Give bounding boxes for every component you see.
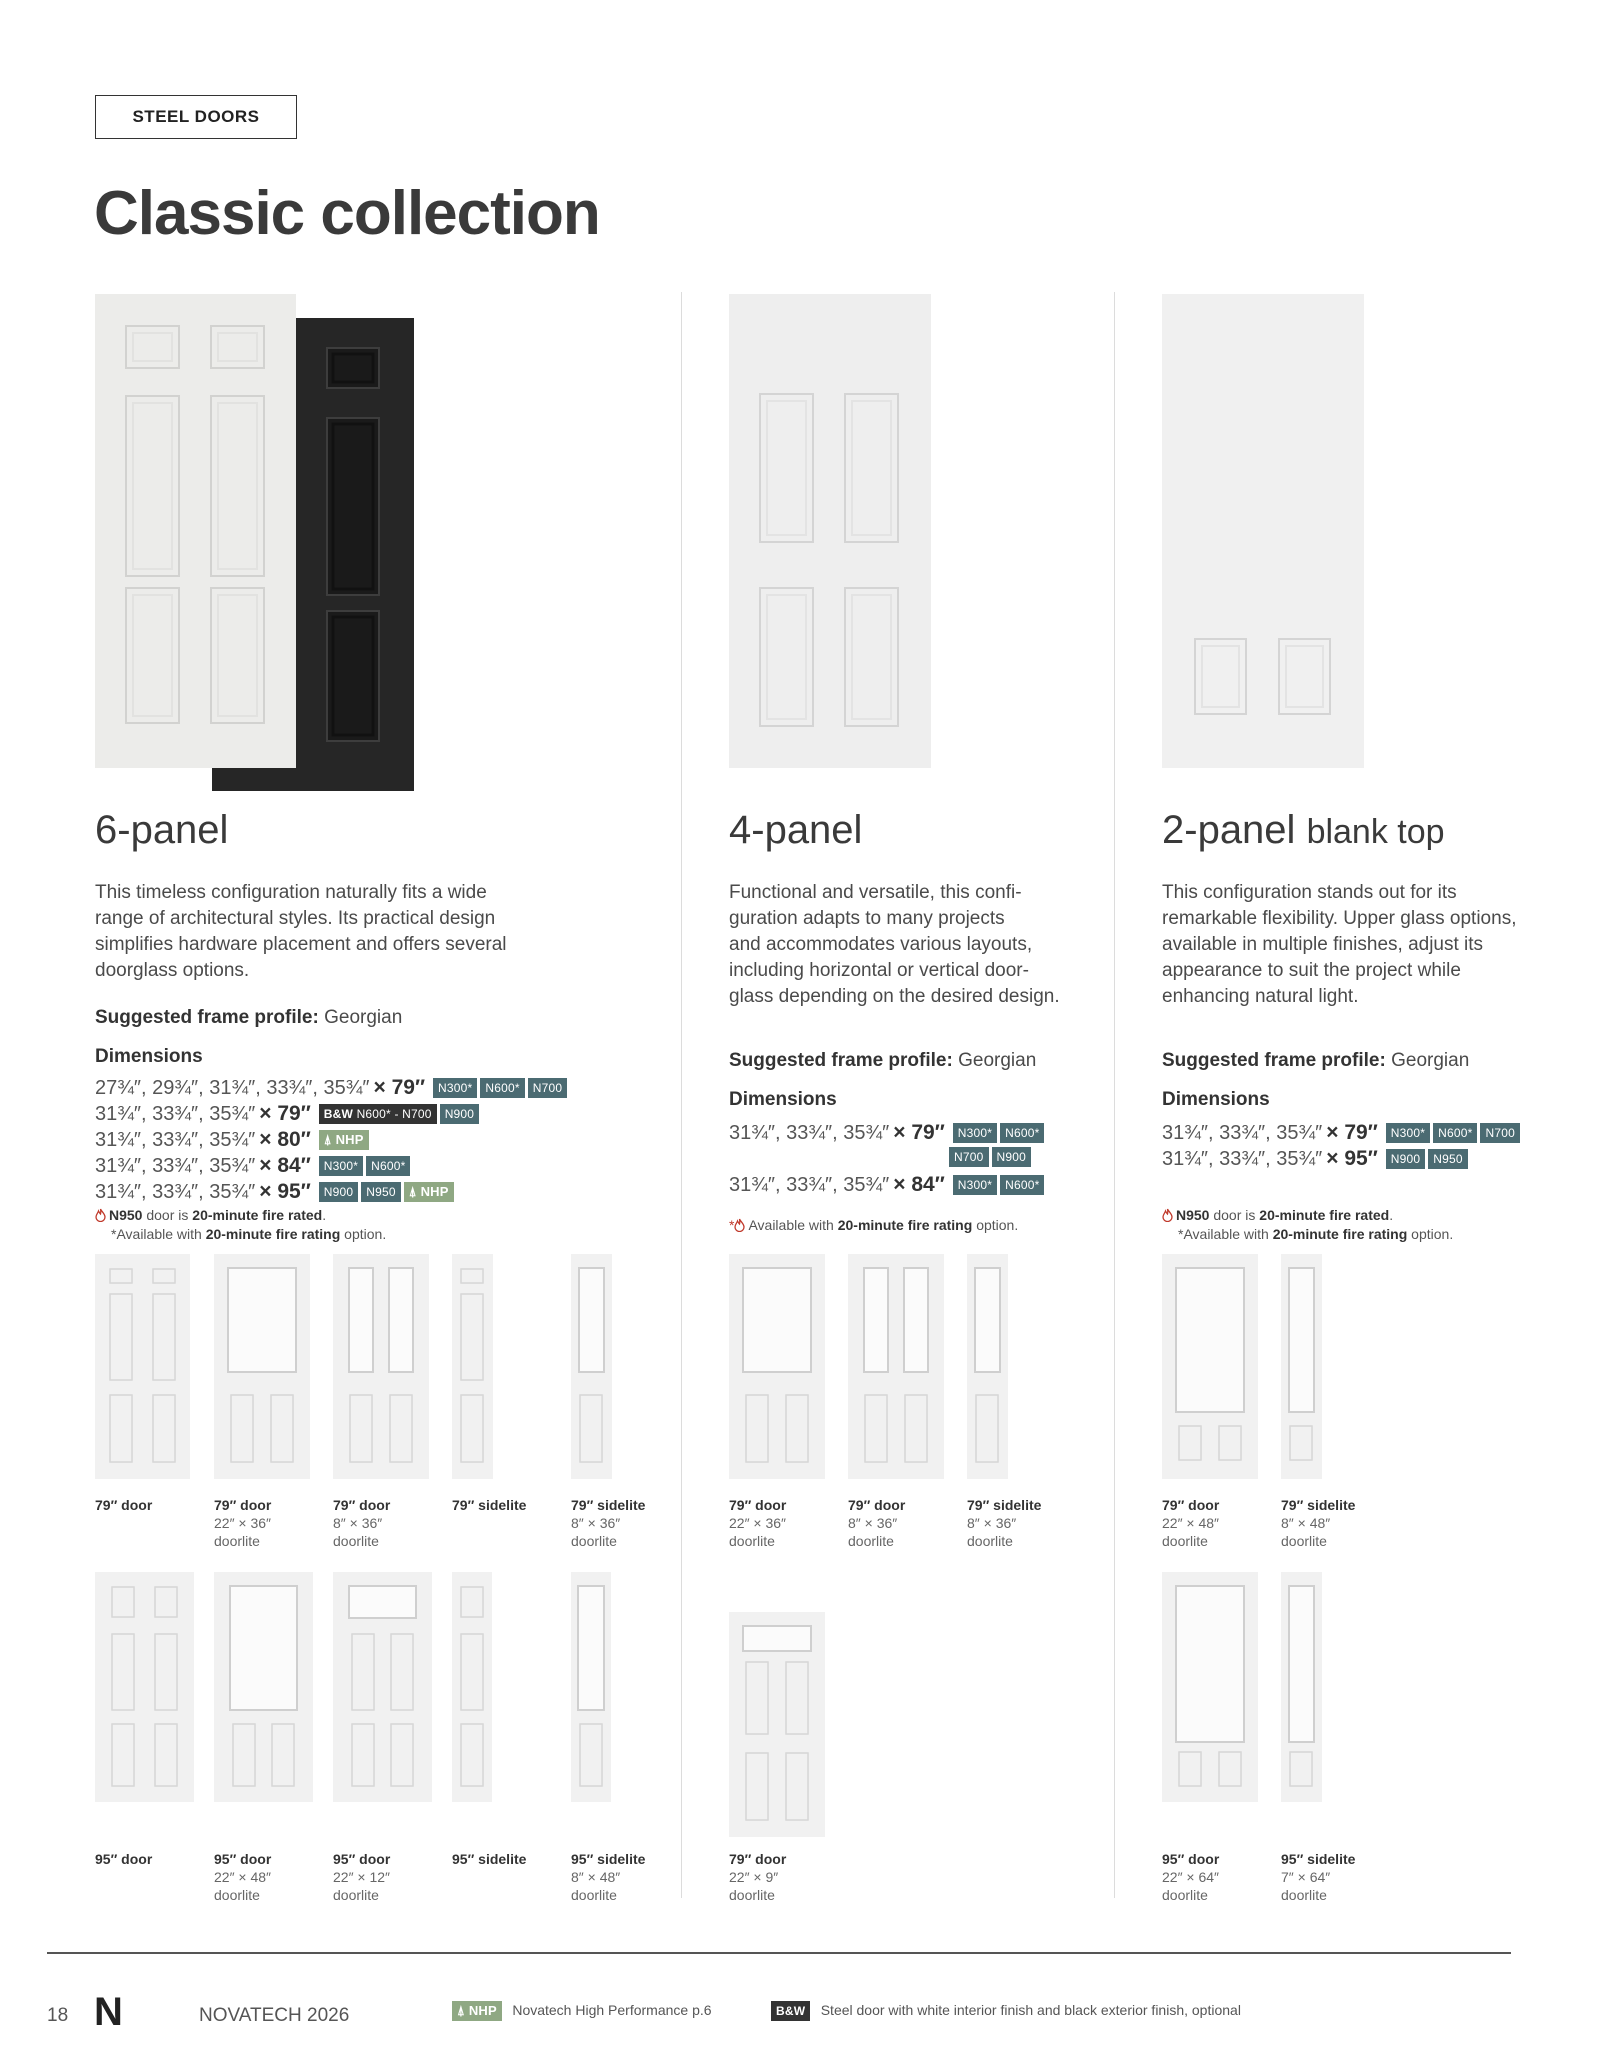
badge-n700: N700 bbox=[528, 1078, 568, 1098]
door-thumbnail bbox=[95, 1254, 190, 1479]
footer-rule bbox=[47, 1952, 1511, 1954]
badge-nhp: ⍋ NHP bbox=[452, 2001, 502, 2021]
fire-icon bbox=[95, 1208, 106, 1222]
door-thumbnail bbox=[1162, 1572, 1258, 1802]
legend-bw: B&W Steel door with white interior finish and black exterior finish, optional bbox=[771, 2001, 1241, 2021]
door-caption: 95″ door 22″ × 12″ doorlite bbox=[333, 1851, 391, 1903]
door-thumbnail bbox=[333, 1572, 432, 1802]
hero-door-white bbox=[95, 294, 296, 768]
sidelite-thumbnail bbox=[571, 1254, 612, 1479]
dimension-row: 31¾″, 33¾″, 35¾″ × 79″ N300* N600* N700 bbox=[1162, 1121, 1520, 1145]
frame-profile-2panel: Suggested frame profile: Georgian bbox=[1162, 1050, 1470, 1071]
badge-n600: N600* bbox=[1433, 1123, 1477, 1143]
dimension-row: 31¾″, 33¾″, 35¾″ × 80″ ⍋ NHP bbox=[95, 1128, 369, 1152]
model-title-2panel: 2-panel blank top bbox=[1162, 808, 1445, 852]
badge-n700: N700 bbox=[1480, 1123, 1520, 1143]
badge-n950: N950 bbox=[1428, 1149, 1468, 1169]
badge-n300: N300* bbox=[1386, 1123, 1430, 1143]
door-caption: 95″ door 22″ × 48″ doorlite bbox=[214, 1851, 272, 1903]
door-caption: 95″ sidelite 8″ × 48″ doorlite bbox=[571, 1851, 646, 1903]
dimension-row: 31¾″, 33¾″, 35¾″ × 79″ N300* N600* bbox=[729, 1121, 1044, 1145]
badge-n300: N300* bbox=[953, 1175, 997, 1195]
door-caption: 95″ door bbox=[95, 1851, 153, 1867]
badge-n900: N900 bbox=[440, 1104, 480, 1124]
dimensions-heading: Dimensions bbox=[729, 1089, 837, 1110]
door-caption: 79″ sidelite 8″ × 36″ doorlite bbox=[967, 1497, 1042, 1549]
description-4panel: Functional and versatile, this confi- guration adapts to many projects and accommodates various layouts, including horizontal or vertical door- glass depending on the desired design. bbox=[729, 882, 1060, 1007]
door-thumbnail bbox=[95, 1572, 194, 1802]
sidelite-thumbnail bbox=[571, 1572, 611, 1802]
sidelite-thumbnail bbox=[967, 1254, 1008, 1479]
badge-n600: N600* bbox=[1000, 1123, 1044, 1143]
model-title-6panel: 6-panel bbox=[95, 808, 229, 852]
door-caption: 79″ sidelite 8″ × 36″ doorlite bbox=[571, 1497, 646, 1549]
badge-n300: N300* bbox=[433, 1078, 477, 1098]
door-thumbnail bbox=[729, 1254, 825, 1479]
sidelite-thumbnail bbox=[452, 1572, 492, 1802]
door-thumbnail bbox=[214, 1572, 313, 1802]
door-caption: 79″ door 8″ × 36″ doorlite bbox=[848, 1497, 906, 1549]
dimension-row: 31¾″, 33¾″, 35¾″ × 79″ B&W N600* - N700 N900 bbox=[95, 1102, 479, 1126]
badge-bw-range: B&W N600* - N700 bbox=[319, 1104, 437, 1124]
sidelite-thumbnail bbox=[1281, 1572, 1322, 1802]
fire-note: * Available with 20-minute fire rating option. bbox=[729, 1217, 1019, 1233]
frame-profile-6panel: Suggested frame profile: Georgian bbox=[95, 1007, 403, 1028]
sidelite-thumbnail bbox=[452, 1254, 493, 1479]
brand-logo: N bbox=[94, 1990, 123, 2034]
badge-n700: N700 bbox=[949, 1147, 989, 1167]
door-caption: 79″ sidelite 8″ × 48″ doorlite bbox=[1281, 1497, 1356, 1549]
door-caption: 79″ door 22″ × 9″ doorlite bbox=[729, 1851, 787, 1903]
badge-nhp: ⍋ NHP bbox=[319, 1130, 369, 1150]
dimension-row-continued bbox=[946, 1147, 1031, 1167]
door-caption: 79″ door bbox=[95, 1497, 153, 1513]
dimension-row: 31¾″, 33¾″, 35¾″ × 95″ N900 N950 bbox=[1162, 1147, 1468, 1171]
column-divider bbox=[1114, 292, 1115, 1898]
legend-nhp: ⍋ NHP Novatech High Performance p.6 bbox=[452, 2001, 712, 2021]
section-tag: STEEL DOORS bbox=[95, 95, 297, 139]
badge-n600: N600* bbox=[1000, 1175, 1044, 1195]
badge-n600: N600* bbox=[366, 1156, 410, 1176]
dimension-row: 31¾″, 33¾″, 35¾″ × 95″ N900 N950 ⍋ NHP bbox=[95, 1180, 454, 1204]
page-title: Classic collection bbox=[94, 179, 600, 248]
fire-note: N950 door is 20-minute fire rated. *Available with 20-minute fire rating option. bbox=[1162, 1206, 1453, 1244]
door-caption: 95″ sidelite bbox=[452, 1851, 527, 1867]
badge-n950: N950 bbox=[361, 1182, 401, 1202]
door-caption: 79″ door 22″ × 36″ doorlite bbox=[729, 1497, 787, 1549]
door-caption: 95″ sidelite 7″ × 64″ doorlite bbox=[1281, 1851, 1356, 1903]
dimensions-heading: Dimensions bbox=[1162, 1089, 1270, 1110]
column-divider bbox=[681, 292, 682, 1898]
badge-n600: N600* bbox=[480, 1078, 524, 1098]
door-caption: 79″ sidelite bbox=[452, 1497, 527, 1513]
fire-icon bbox=[734, 1218, 745, 1232]
description-2panel: This configuration stands out for its remarkable flexibility. Upper glass options, available in multiple finishes, adjust its appearance to suit the project while enhancing natural light. bbox=[1162, 882, 1517, 1007]
frame-profile-4panel: Suggested frame profile: Georgian bbox=[729, 1050, 1037, 1071]
hero-door-4panel bbox=[729, 294, 931, 768]
badge-nhp: ⍋ NHP bbox=[404, 1182, 454, 1202]
door-thumbnail bbox=[1162, 1254, 1258, 1479]
fire-icon bbox=[1162, 1208, 1173, 1222]
door-caption: 79″ door 22″ × 36″ doorlite bbox=[214, 1497, 272, 1549]
hero-door-2panel bbox=[1162, 294, 1364, 768]
badge-n900: N900 bbox=[1386, 1149, 1426, 1169]
brand-name: NOVATECH 2026 bbox=[199, 2005, 350, 2026]
dimension-row: 31¾″, 33¾″, 35¾″ × 84″ N300* N600* bbox=[95, 1154, 410, 1178]
door-thumbnail bbox=[729, 1612, 825, 1837]
badge-bw: B&W bbox=[771, 2001, 810, 2021]
door-caption: 79″ door 22″ × 48″ doorlite bbox=[1162, 1497, 1220, 1549]
badge-n300: N300* bbox=[953, 1123, 997, 1143]
sidelite-thumbnail bbox=[1281, 1254, 1322, 1479]
door-caption: 79″ door 8″ × 36″ doorlite bbox=[333, 1497, 391, 1549]
page-number: 18 bbox=[47, 2005, 69, 2026]
dimension-row: 27¾″, 29¾″, 31¾″, 33¾″, 35¾″ × 79″ N300* N600* N700 bbox=[95, 1076, 567, 1100]
badge-n900: N900 bbox=[319, 1182, 359, 1202]
door-thumbnail bbox=[214, 1254, 310, 1479]
dimension-row: 31¾″, 33¾″, 35¾″ × 84″ N300* N600* bbox=[729, 1173, 1044, 1197]
badge-n900: N900 bbox=[992, 1147, 1032, 1167]
badge-n300: N300* bbox=[319, 1156, 363, 1176]
door-caption: 95″ door 22″ × 64″ doorlite bbox=[1162, 1851, 1220, 1903]
door-thumbnail bbox=[848, 1254, 944, 1479]
fire-note: N950 door is 20-minute fire rated. *Available with 20-minute fire rating option. bbox=[95, 1206, 386, 1244]
door-thumbnail bbox=[333, 1254, 429, 1479]
model-title-4panel: 4-panel bbox=[729, 808, 863, 852]
dimensions-heading: Dimensions bbox=[95, 1046, 203, 1067]
description-6panel: This timeless configuration naturally fits a wide range of architectural styles. Its practical design simplifies hardware placement and offers several doorglass options. bbox=[95, 882, 507, 981]
